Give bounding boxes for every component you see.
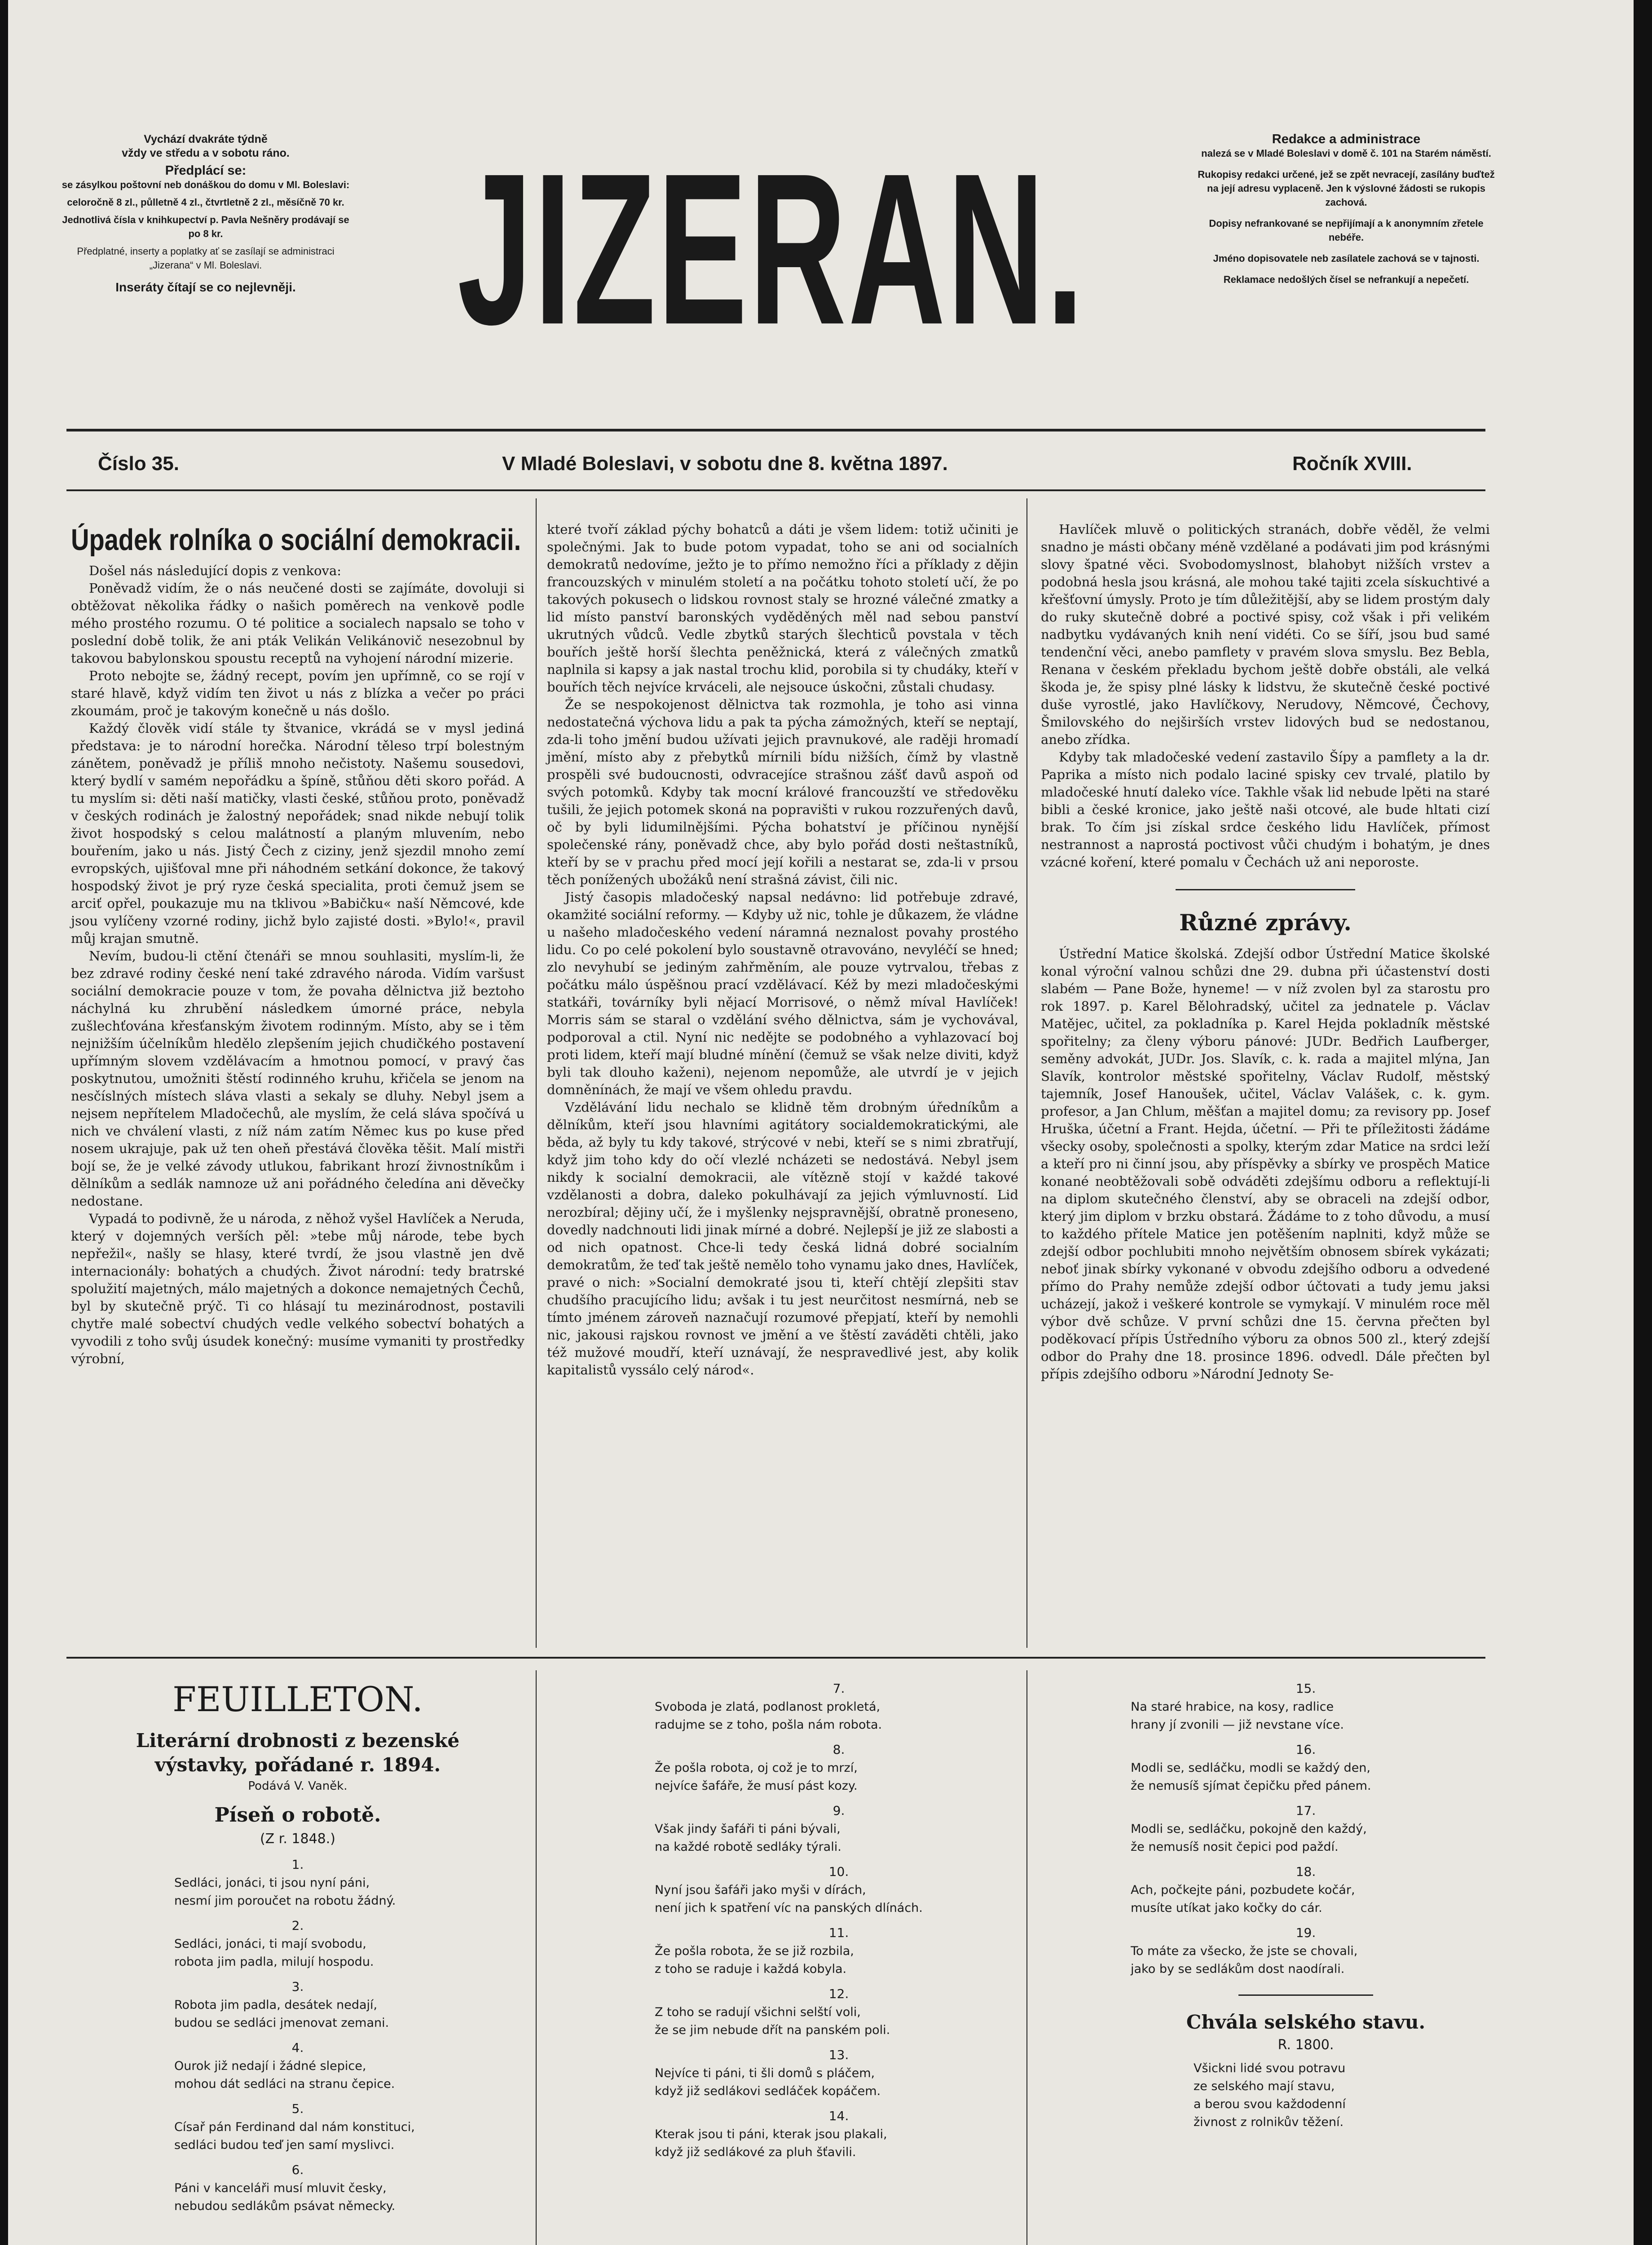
- stanza-line: z toho se raduje i každá kobyla.: [655, 1962, 847, 1976]
- article-column-1: [71, 521, 524, 1368]
- song-title: Píseň o robotě.: [214, 1804, 381, 1827]
- stanza-number: 6.: [291, 2162, 304, 2177]
- column-divider: [536, 498, 537, 1648]
- stanza-number: 3.: [291, 1979, 304, 1994]
- song-date: (Z r. 1848.): [260, 1831, 336, 1847]
- feuilleton-subtitle: Literární drobnosti z bezenské výstavky, pořádané r. 1894.: [136, 1730, 460, 1776]
- issue-date: V Mladé Boleslavi, v sobotu dne 8. května 1897.: [502, 453, 948, 475]
- article-paragraph: Proto nebojte se, žádný recept, povím jen upřímně, co se rojí v staré hlavě, když vidím ten život u nás z blízka a večer po práci zkoumám, proč je takovým konečně u nás došlo.: [71, 668, 524, 718]
- section-rule: [1176, 889, 1355, 890]
- stanza-line: Nyní jsou šafáři jako myši v dírách,: [655, 1883, 866, 1897]
- stanza-line: Robota jim padla, desátek nedají,: [174, 1998, 378, 2012]
- header-rule: [66, 429, 1485, 431]
- stanza-line: na každé robotě sedláky týrali.: [655, 1840, 841, 1854]
- stanza-line: Páni v kanceláři musí mluvit česky,: [174, 2181, 387, 2195]
- article-title: Úpadek rolníka o sociální demokracii.: [71, 522, 521, 557]
- stanza-line: že nemusíš nosit čepici pod paždí.: [1131, 1840, 1339, 1854]
- header-right-info: [1194, 132, 1499, 286]
- stanza-number: 8.: [833, 1742, 845, 1757]
- news-title: Různé zprávy.: [1179, 909, 1352, 936]
- stanza-number: 2.: [291, 1918, 304, 1933]
- stanza-line: Modli se, sedláčku, modli se každý den,: [1131, 1761, 1371, 1775]
- stanza-line: jako by se sedlákům dost naodírali.: [1131, 1962, 1345, 1976]
- article-column-3: [1041, 521, 1490, 1383]
- stanza-line: Ach, počkejte páni, pozbudete kočár,: [1131, 1883, 1355, 1897]
- article-paragraph: Jistý časopis mladočeský napsal nedávno: lid potřebuje zdravé, okamžité sociální reformy. — Kdyby už nic, tohle je důkazem, že vládne u našeho mladočeského vedení náramná neznalost povahy prostého lidu. Co po celé pokolení bylo soustavně otravováno, nevyléčí se hned; zlo nevyhubí se jediným zahřměním, ale pouze vytrvalou, třebas z počátku málo úspěšnou prací vzdělávací. Kéž by mezi mladočeskými statkáři, továrníky byli nějací Morrisové, o němž míval Havlíček! Morris sám se staral o vzdělání svého dělnictva, sám je vychovával, podporoval a ctil. Nyní nic nedějte se podobného a vyhlazovací boj proti lidem, kteří mají bludné mínění (čemuž se však nelze diviti, když byli tak dlouho kaženi), nejenom nepomůže, ale utvrdí je v jejich domněnínách, že mají ve všem ohledu pravdu.: [547, 889, 1018, 1097]
- stanza-number: 19.: [1295, 1925, 1316, 1940]
- stanza-line: mohou dát sedláci na stranu čepice.: [174, 2077, 395, 2091]
- stanza-line: že nemusíš sjímat čepičku před pánem.: [1131, 1779, 1371, 1793]
- song2-line: Všickni lidé svou potravu: [1194, 2061, 1346, 2075]
- stanza-number: 1.: [291, 1857, 304, 1872]
- stanza-line: když již sedlákové za pluh šťavili.: [655, 2145, 856, 2159]
- header-left-line: Předplácí se:: [165, 163, 247, 178]
- newspaper-page: [8, 0, 1634, 2245]
- stanza-number: 10.: [828, 1864, 849, 1879]
- article-paragraph: Vzdělávání lidu nechalo se klidně těm drobným úředníkům a dělníkům, kteří jsou hlavními agitátory socialdemokratickými, ale běda, až byly tu kdy takové, strýcové v nebi, kteří se s nimi zbratřují, když jim toho kdy do očí vlezlé ncházeti se nedostává. Nebyl jsem nikdy k socialní demokracii, ale vítězně stojí v každé takové vzdělanosti a dobra, daleko pokulhávají za jejich výmluvností. Lid nerozbíral; dějiny učí, že i myšlenky nejspravnější, obratně proneseno, dovedly nadchnouti lidi jinak mírné a dobré. Nejlepší je již ze slabosti a od nich opatnost. Chce-li tedy česká lidná dobré socialním demokratům, že teď tak ještě nemělo toho vynamu jako dnes, Havlíček, pravé o nich: »Socialní demokraté jsou ti, kteří chtějí zlepšiti stav chudšího pracujícího lidu; avšak i tu jest neurčitost nesmírná, neb se tímto jménem zároveň naznačují rozumové přepjatí, kteří by nemohli nic, jakousi rajskou rovnost ve jmění a ve štěstí zaváděti chtěli, jako též mužové moudří, kteří uznávají, že nespravedlivé jest, aby kolik kapitalistů vyssálo celý národ«.: [547, 1100, 1018, 1378]
- stanza-number: 14.: [828, 2109, 849, 2123]
- stanza-line: že se jim nebude dřít na panském poli.: [655, 2023, 890, 2037]
- column-divider: [1026, 498, 1027, 1648]
- header-left-line: Vychází dvakráte týdně: [144, 133, 268, 145]
- song2-line: živnost z rolnikův těžení.: [1194, 2115, 1344, 2129]
- article-paragraph: Kdyby tak mladočeské vedení zastavilo Šípy a pamflety a la dr. Paprika a místo nich podalo laciné spisky cev trvalé, platilo by mladočeské hnutí daleko více. Takhle však lid nebude lpěti na staré bibli a české kronice, jako ještě naši otcové, ale bude hltati cizí brak. To čím jsi získal srdce českého lidu Havlíček, přímost nestrannost a naprostá poctivost vůči chudým i bohatým, je dnes vzácné koření, které pomalu v Čechách už ani neporoste.: [1041, 749, 1490, 870]
- article-column-2: [547, 521, 1018, 1379]
- header-right-line: Reklamace nedošlých čísel se nefrankují a nepečetí.: [1223, 274, 1469, 285]
- stanza-line: sedláci budou teď jen samí myslivci.: [174, 2138, 395, 2152]
- feuilleton-column-2: [655, 1679, 1023, 2161]
- header-left-line: celoročně 8 zl., půlletně 4 zl., čtvrtletně 2 zl., měsíčně 70 kr.: [67, 197, 344, 208]
- stanza-line: Modli se, sedláčku, pokojně den každý,: [1131, 1822, 1367, 1836]
- article-paragraph: Každý člověk vidí stále ty štvanice, vkrádá se v mysl jediná představa: je to národní horečka. Národní těleso trpí bolestným zánětem, poněvadž je příliš mnoho nečistoty. Našemu sousedovi, který bydlí v samém nepořádku a špíně, stůňou děti skoro pořád. A tu myslím si: děti naší matičky, vlasti české, stůňou proto, poněvadž v českých rodinách je žalostný nepořádek; snad nikde nebují tolik život hospodský s celou malátností a planým mluvením, nebo bouřením, jako u nás. Jistý Čech z ciziny, jenž sjezdil mnoho zemí evropských, ujišťoval mne při náhodném setkání dokonce, že takový hospodský život je prý ryze česká specialita, proti čemuž jsem se arciť opřel, poukazuje mu na tklivou »Babičku« naší Němcové, kde jsou vylíčeny vzorné rodiny, jichž bylo zajisté dosti. »Bylo!«, pravil můj krajan smutně.: [71, 721, 524, 946]
- stanza-line: radujme se z toho, pošla nám robota.: [655, 1718, 882, 1732]
- news-body: Ústřední Matice školská. Zdejší odbor Ústřední Matice školské konal výroční valnou schůzi dne 29. dubna při účastenství dosti slabém — Pane Bože, hyneme! — v níž zvolen byl za starostu pro rok 1897. p. Karel Bělohradský, učitel za jednatele p. Václav Matějec, učitel, za pokladníka p. Karel Hejda pokladník městské spořitelny; za členy výboru pánové: JUDr. Bedřich Laufberger, seměny advokát, JUDr. Jos. Slavík, c. k. rada a majitel mlýna, Jan Slavík, kontrolor městské spořitelny, Václav Rudolf, městský tajemník, Josef Hanoušek, učitel, Václav Valášek, c. k. gym. profesor, a Jan Chlum, měšťan a majitel domu; za revisory pp. Josef Hruška, účetní a Frant. Hejda, účetní. — Při te příležitosti žádáme všecky osoby, společnosti a spolky, kterým zdar Matice na srdci leží a kteří pro ni činní jsou, aby příspěvky a sbírky ve prospěch Matice konané neobtěžovali sobě odváděti zdejšímu odboru a reflektují-li na diplom skutečného členství, aby se obraceli na zdejší odbor, který jim diplom v brzku obstará. Žádáme to z toho důvodu, a musí to každého přítele Matice jen potěšením naplniti, když může se zdejší odbor pochlubiti mnoho největším obnosem sbírek vykázati; neboť jinak sbírky vykonané v obvodu zdejšího odboru a odvedené přímo do Prahy nemůže zdejší odbor účtovati a tudy jemu jaksi ucházejí, jakož i veškeré kontrole se vymykají. V minulém roce měl výbor dvě schůze. V první schůzi dne 15. června přečten byl poděkovací přípis Ústředního výboru za obnos 500 zl., který zdejší odbor do Prahy dne 18. prosince 1896. odvedl. Dále přečten byl přípis zdejšího odboru »Národní Jednoty Se-: [1041, 946, 1490, 1382]
- header-right-line: Dopisy nefrankované se nepřijímají a k anonymním zřetele nebéře.: [1209, 218, 1484, 243]
- stanza-line: nesmí jim poroučet na robotu žádný.: [174, 1894, 396, 1908]
- dateline-rule: [66, 489, 1485, 491]
- feuilleton-column-1: [71, 1679, 524, 2215]
- stanza-group: [71, 1855, 524, 2215]
- header-right-line: Redakce a administrace: [1272, 132, 1421, 146]
- stanza-line: Sedláci, jonáci, ti jsou nyní páni,: [174, 1876, 370, 1890]
- feuilleton-byline: Podává V. Vaněk.: [248, 1779, 348, 1793]
- issue-number: Číslo 35.: [98, 453, 179, 475]
- stanza-line: Však jindy šafáři ti páni bývali,: [655, 1822, 841, 1836]
- header-right-line: Rukopisy redakci určené, jež se zpět nevracejí, zasílány buďtež na její adresu vyplaceně. Jen k výslovné žádosti se rukopis zachová.: [1198, 169, 1495, 208]
- song2-line: a berou svou každodenní: [1194, 2097, 1346, 2111]
- stanza-line: To máte za všecko, že jste se chovali,: [1131, 1944, 1358, 1958]
- stanza-number: 18.: [1295, 1864, 1316, 1879]
- stanza-number: 13.: [828, 2047, 849, 2062]
- stanza-line: budou se sedláci jmenovat zemani.: [174, 2016, 389, 2030]
- stanza-number: 12.: [828, 1986, 849, 2001]
- issue-volume: Ročník XVIII.: [1292, 453, 1412, 475]
- stanza-line: nebudou sedlákům psávat německy.: [174, 2199, 396, 2213]
- header-right-line: Jméno dopisovatele neb zasílatele zachová se v tajnosti.: [1213, 253, 1480, 264]
- stanza-number: 17.: [1295, 1803, 1316, 1818]
- song2-date: R. 1800.: [1278, 2037, 1334, 2053]
- stanza-number: 4.: [291, 2040, 304, 2055]
- article-paragraph: Vypadá to podivně, že u národa, z něhož vyšel Havlíček a Neruda, který v dojemných verších pěl: »tebe můj národe, tebe bych nepřežil«, našly se hlasy, které tvrdí, že jsou vlastně jen dvě internacionály: bohatých a chudých. Život národní: tedy bratrské spolužití majetných, málo majetných a dokonce nemajetných Čechů, byl by skutečně prýč. Ti co hlásají tu mezinárodnost, postavili chytře malé sobectví chudých vedle velkého sobectví bohatých a vyvodili z toho svůj úsudek konečný: musíme vymaniti ty prostředky výrobní,: [71, 1211, 524, 1366]
- column-divider: [1026, 1670, 1027, 2245]
- stanza-line: Že pošla robota, oj což je to mrzí,: [655, 1761, 858, 1775]
- masthead-title: JIZERAN.: [457, 128, 1086, 370]
- stanza-line: Z toho se radují všichni selští voli,: [655, 2005, 861, 2019]
- stanza-line: když již sedlákovi sedláček kopáčem.: [655, 2084, 881, 2098]
- stanza-number: 7.: [833, 1681, 845, 1696]
- stanza-line: hrany jí zvonili — již nevstane více.: [1131, 1718, 1344, 1732]
- feuilleton-rule: [66, 1657, 1485, 1659]
- song2-line: ze selského mají stavu,: [1194, 2079, 1335, 2093]
- header-left-line: vždy ve středu a v sobotu ráno.: [122, 147, 290, 159]
- stanza-line: Že pošla robota, že se již rozbila,: [655, 1944, 854, 1958]
- stanza-number: 5.: [291, 2101, 304, 2116]
- article-intro: Došel nás následující dopis z venkova:: [89, 563, 342, 578]
- article-paragraph: Havlíček mluvě o politických stranách, dobře věděl, že velmi snadno je másti občany méně vzdělané a podávati jim pod krásnými slovy špatné věci. Svobodomyslnost, blahobyt nižších vrstev a podobná hesla jsou krásná, ale mohou také tajiti zcela sískuchtivé a křešťovní úmysly. Proto je tím důležitější, aby se lidem prostým daly do ruky skutečně dobré a poctivé spisy, což však i při velikém nadbytku vydávaných knih není vidéti. Co se šíří, jsou bud samé tendenční věci, anebo pamflety v pravém slova smyslu. Bez Bebla, Renana v českém překladu bychom ještě dobře obstáli, ale velká škoda je, že spisy plné lásky k lidstvu, že skutečně české poctivé duše vyrostlé, jako Havlíčkovy, Nerudovy, Němcové, Čechovy, Šmilovského do nejširších vrstev lidových bud se nedostanou, anebo zřídka.: [1041, 522, 1490, 747]
- feuilleton-column-3: [1131, 1679, 1481, 2131]
- stanza-line: Svoboda je zlatá, podlanost prokletá,: [655, 1700, 881, 1714]
- stanza-line: musíte utíkat jako kočky do cár.: [1131, 1901, 1322, 1915]
- stanza-line: Na staré hrabice, na kosy, radlice: [1131, 1700, 1334, 1714]
- stanza-number: 16.: [1295, 1742, 1316, 1757]
- stanza-number: 9.: [833, 1803, 845, 1818]
- stanza-line: Císař pán Ferdinand dal nám konstituci,: [174, 2120, 415, 2134]
- article-paragraph: které tvoří základ pýchy bohatců a dáti je všem lidem: totiž učiniti je společnými. Jak to bude potom vypadat, toho se ani od socialních demokratů nedovíme, ježto je to přímo nemožno říci a příklady z dějin francouzských v minulém století a na počátku tohoto století učí, že po takových pokusech o lidskou rovnost staly se hrozné válečné zmatky a lid místo panství baronských vyděděných měl nad sebou panství ukrutných vůdců. Vedle zbytků starých šlechticů povstala v těch bouřích ještě horší šlechta peněžnická, která z válečných zmatků naplnila si kapsy a jak nastal trochu klid, porobila si ty chudáky, kteří v bouřích těch nejvíce krváceli, ale nejsouce úskočni, zůstali chudasy.: [547, 522, 1018, 695]
- stanza-line: Sedláci, jonáci, ti mají svobodu,: [174, 1937, 366, 1951]
- column-divider: [536, 1670, 537, 2245]
- header-left-line: Jednotlivá čísla v knihkupectví p. Pavla Nešněry prodávají se po 8 kr.: [62, 214, 349, 239]
- stanza-line: robota jim padla, milují hospodu.: [174, 1955, 374, 1969]
- stanza-line: Ourok již nedají i žádné slepice,: [174, 2059, 366, 2073]
- header-left-info: [57, 132, 354, 294]
- article-paragraph: Nevím, budou-li ctění čtenáři se mnou souhlasiti, myslím-li, že bez zdravé rodiny české není také zdravého národa. Vidím varšust sociální demokracie pouze v tom, že povaha dělnictva již beztoho náchylná ku zhrubění následkem úmorné práce, nebyla zušlechťována křesťanským životem rodinným. Místo, aby se i těm nejnižším účelníkům hledělo zlepšením jejich chudičkého postavení upřímným slovem vzdělávacím a hmotnou pomocí, v pravý čas poskytnutou, umožniti štěstí rodinného kruhu, křičela se jenom na nesčíslných místech sláva vlasti a sekaly se dluhy. Nebyl jsem a nejsem nepřítelem Mladočechů, ale myslím, že celá sláva spočívá u nich ve chválení vlasti, z níž nám zatím Němec kus po kuse před nosem ukrajuje, pak už ten oheň přestává člověka těšit. Malí mistři bojí se, že je velké závody utlukou, fabrikant hrozí živnostníkům i dělníkům a sedlák namnoze už ani pořádného čeledína ani děvečky nedostane.: [71, 948, 524, 1209]
- feuilleton-title: FEUILLETON.: [172, 1679, 423, 1719]
- article-paragraph: Že se nespokojenost dělnictva tak rozmohla, je toho asi vinna nedostatečná výchova lidu a pak ta pýcha zámožných, kteří se neptají, zda-li toho jmění budou užívati jejich pravnukové, ale raději hromadí jmění, místo aby z přebytků mírnili bídu nižších, čímž by vlastně prospěli své budoucnosti, odvracejíce strašnou zášť davů aspoň od svých potomků. Kdyby tak mocní králové francouzští ve středověku tušili, že jejich potomek skoná na popravišti v rukou rozzuřených davů, oč by byli lidumilnějšími. Pýcha bohatství je příčinou nynější společenské rány, poněvadž chce, aby bylo pořád dosti neštastníků, kteří by se v prachu před mocí její kořili a nestarat se, zda-li v prsou těch ponížených ubožáků není strašná závist, čili nic.: [547, 697, 1018, 887]
- stanza-number: 11.: [828, 1925, 849, 1940]
- stanza-line: Kterak jsou ti páni, kterak jsou plakali,: [655, 2127, 887, 2141]
- song2-title: Chvála selského stavu.: [1186, 2011, 1426, 2033]
- header-left-line: Inseráty čítají se co nejlevněji.: [115, 280, 296, 294]
- song2-lines: [1131, 2060, 1481, 2131]
- stanza-line: nejvíce šafáře, že musí pást kozy.: [655, 1779, 858, 1793]
- stanza-number: 15.: [1295, 1681, 1316, 1696]
- article-paragraph: Poněvadž vidím, že o nás neučené dosti se zajímáte, dovoluji si obtěžovat několika řádky o našich poměrech na venkově podle mého prostého rozumu. O té politice a socialech napsalo se toho v poslední době tolik, že ani pták Velikán Velikánovič nesezobnul by takovou babylonskou spoustu receptů na vyhojení národní mizerie.: [71, 581, 524, 666]
- header-right-line: nalezá se v Mladé Boleslavi v domě č. 101 na Starém náměstí.: [1201, 148, 1491, 159]
- header-left-line: se zásylkou poštovní neb donáškou do domu v Ml. Boleslavi:: [62, 179, 350, 190]
- stanza-line: Nejvíce ti páni, ti šli domů s pláčem,: [655, 2066, 875, 2080]
- header-left-line: Předplatné, inserty a poplatky ať se zasílají se administraci „Jizerana“ v Ml. Boleslavi.: [77, 246, 335, 271]
- stanza-line: není jich k spatření víc na panských dlínách.: [655, 1901, 923, 1915]
- section-rule: [1238, 1994, 1373, 1996]
